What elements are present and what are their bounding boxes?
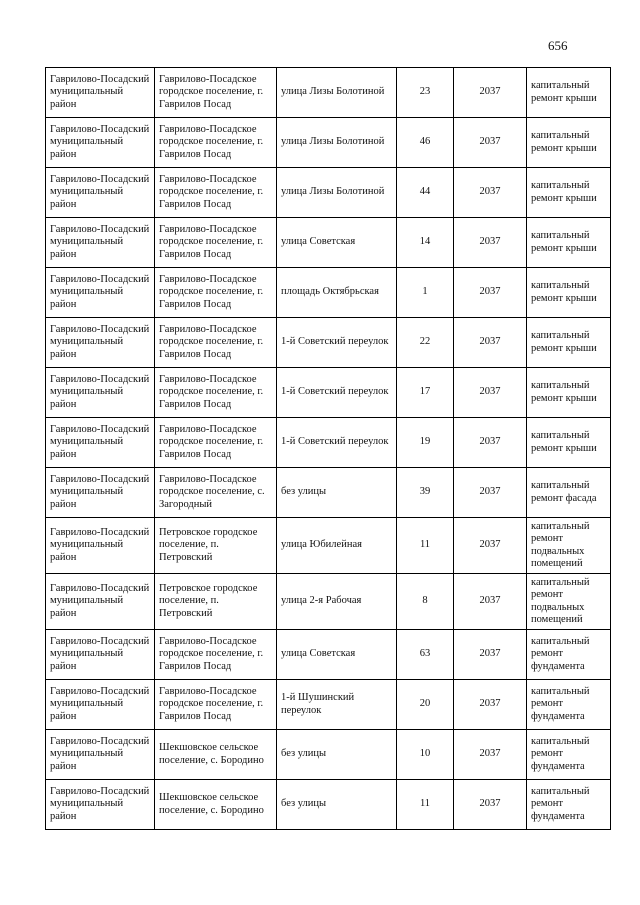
settlement-cell: Гаврилово-Посадское городское поселение, г. Гаврилов Посад — [155, 68, 277, 118]
work-type-cell: капитальный ремонт крыши — [527, 368, 611, 418]
house-number-cell: 8 — [397, 574, 454, 630]
settlement-cell: Гаврилово-Посадское городское поселение, г. Гаврилов Посад — [155, 118, 277, 168]
work-type-cell: капитальный ремонт крыши — [527, 418, 611, 468]
street-cell: улица Юбилейная — [277, 518, 397, 574]
table-row — [46, 468, 611, 518]
house-number-cell: 19 — [397, 418, 454, 468]
year-cell: 2037 — [454, 268, 527, 318]
district-cell: Гаврилово-Посадский муниципальный район — [46, 518, 155, 574]
street-cell: улица Советская — [277, 630, 397, 680]
year-cell: 2037 — [454, 168, 527, 218]
street-cell: улица 2-я Рабочая — [277, 574, 397, 630]
table-row — [46, 730, 611, 780]
year-cell: 2037 — [454, 368, 527, 418]
work-type-cell: капитальный ремонт крыши — [527, 268, 611, 318]
settlement-cell: Петровское городское поселение, п. Петровский — [155, 574, 277, 630]
year-cell: 2037 — [454, 68, 527, 118]
table-row — [46, 518, 611, 574]
year-cell: 2037 — [454, 468, 527, 518]
table-row — [46, 574, 611, 630]
district-cell: Гаврилово-Посадский муниципальный район — [46, 118, 155, 168]
work-type-cell: капитальный ремонт крыши — [527, 118, 611, 168]
work-type-cell: капитальный ремонт крыши — [527, 168, 611, 218]
house-number-cell: 44 — [397, 168, 454, 218]
year-cell: 2037 — [454, 730, 527, 780]
year-cell: 2037 — [454, 218, 527, 268]
settlement-cell: Гаврилово-Посадское городское поселение, г. Гаврилов Посад — [155, 630, 277, 680]
district-cell: Гаврилово-Посадский муниципальный район — [46, 168, 155, 218]
district-cell: Гаврилово-Посадский муниципальный район — [46, 368, 155, 418]
settlement-cell: Гаврилово-Посадское городское поселение, г. Гаврилов Посад — [155, 368, 277, 418]
district-cell: Гаврилово-Посадский муниципальный район — [46, 780, 155, 830]
district-cell: Гаврилово-Посадский муниципальный район — [46, 418, 155, 468]
page-number: 656 — [548, 38, 568, 53]
street-cell: улица Лизы Болотиной — [277, 168, 397, 218]
street-cell: без улицы — [277, 780, 397, 830]
house-number-cell: 17 — [397, 368, 454, 418]
street-cell: 1-й Шушинский переулок — [277, 680, 397, 730]
street-cell: 1-й Советский переулок — [277, 368, 397, 418]
year-cell: 2037 — [454, 318, 527, 368]
street-cell: без улицы — [277, 730, 397, 780]
table-row — [46, 368, 611, 418]
house-number-cell: 1 — [397, 268, 454, 318]
house-number-cell: 10 — [397, 730, 454, 780]
year-cell: 2037 — [454, 418, 527, 468]
street-cell: улица Советская — [277, 218, 397, 268]
district-cell: Гаврилово-Посадский муниципальный район — [46, 268, 155, 318]
settlement-cell: Гаврилово-Посадское городское поселение, г. Гаврилов Посад — [155, 218, 277, 268]
settlement-cell: Петровское городское поселение, п. Петровский — [155, 518, 277, 574]
house-number-cell: 39 — [397, 468, 454, 518]
table-row — [46, 118, 611, 168]
work-type-cell: капитальный ремонт подвальных помещений — [527, 518, 611, 574]
work-type-cell: капитальный ремонт крыши — [527, 218, 611, 268]
district-cell: Гаврилово-Посадский муниципальный район — [46, 680, 155, 730]
house-number-cell: 11 — [397, 518, 454, 574]
settlement-cell: Гаврилово-Посадское городское поселение, г. Гаврилов Посад — [155, 680, 277, 730]
district-cell: Гаврилово-Посадский муниципальный район — [46, 574, 155, 630]
table-row — [46, 68, 611, 118]
street-cell: 1-й Советский переулок — [277, 318, 397, 368]
settlement-cell: Шекшовское сельское поселение, с. Бородино — [155, 730, 277, 780]
settlement-cell: Гаврилово-Посадское городское поселение, с. Загородный — [155, 468, 277, 518]
house-number-cell: 14 — [397, 218, 454, 268]
district-cell: Гаврилово-Посадский муниципальный район — [46, 630, 155, 680]
street-cell: улица Лизы Болотиной — [277, 68, 397, 118]
house-number-cell: 22 — [397, 318, 454, 368]
district-cell: Гаврилово-Посадский муниципальный район — [46, 468, 155, 518]
work-type-cell: капитальный ремонт фасада — [527, 468, 611, 518]
district-cell: Гаврилово-Посадский муниципальный район — [46, 318, 155, 368]
district-cell: Гаврилово-Посадский муниципальный район — [46, 218, 155, 268]
house-number-cell: 23 — [397, 68, 454, 118]
table-row — [46, 268, 611, 318]
work-type-cell: капитальный ремонт крыши — [527, 68, 611, 118]
settlement-cell: Гаврилово-Посадское городское поселение, г. Гаврилов Посад — [155, 168, 277, 218]
table-row — [46, 418, 611, 468]
work-type-cell: капитальный ремонт фундамента — [527, 680, 611, 730]
street-cell: улица Лизы Болотиной — [277, 118, 397, 168]
table-row — [46, 780, 611, 830]
settlement-cell: Шекшовское сельское поселение, с. Бородино — [155, 780, 277, 830]
table-row — [46, 318, 611, 368]
work-type-cell: капитальный ремонт фундамента — [527, 630, 611, 680]
year-cell: 2037 — [454, 518, 527, 574]
work-type-cell: капитальный ремонт фундамента — [527, 780, 611, 830]
house-number-cell: 20 — [397, 680, 454, 730]
year-cell: 2037 — [454, 680, 527, 730]
housing-repair-table — [45, 67, 611, 830]
year-cell: 2037 — [454, 118, 527, 168]
table-row — [46, 168, 611, 218]
street-cell: площадь Октябрьская — [277, 268, 397, 318]
table-body — [46, 68, 611, 830]
work-type-cell: капитальный ремонт крыши — [527, 318, 611, 368]
settlement-cell: Гаврилово-Посадское городское поселение, г. Гаврилов Посад — [155, 418, 277, 468]
settlement-cell: Гаврилово-Посадское городское поселение, г. Гаврилов Посад — [155, 318, 277, 368]
table-row — [46, 218, 611, 268]
work-type-cell: капитальный ремонт фундамента — [527, 730, 611, 780]
table-row — [46, 630, 611, 680]
street-cell: 1-й Советский переулок — [277, 418, 397, 468]
table-row — [46, 680, 611, 730]
district-cell: Гаврилово-Посадский муниципальный район — [46, 730, 155, 780]
settlement-cell: Гаврилово-Посадское городское поселение, г. Гаврилов Посад — [155, 268, 277, 318]
year-cell: 2037 — [454, 574, 527, 630]
house-number-cell: 63 — [397, 630, 454, 680]
work-type-cell: капитальный ремонт подвальных помещений — [527, 574, 611, 630]
district-cell: Гаврилово-Посадский муниципальный район — [46, 68, 155, 118]
house-number-cell: 46 — [397, 118, 454, 168]
street-cell: без улицы — [277, 468, 397, 518]
year-cell: 2037 — [454, 780, 527, 830]
house-number-cell: 11 — [397, 780, 454, 830]
year-cell: 2037 — [454, 630, 527, 680]
